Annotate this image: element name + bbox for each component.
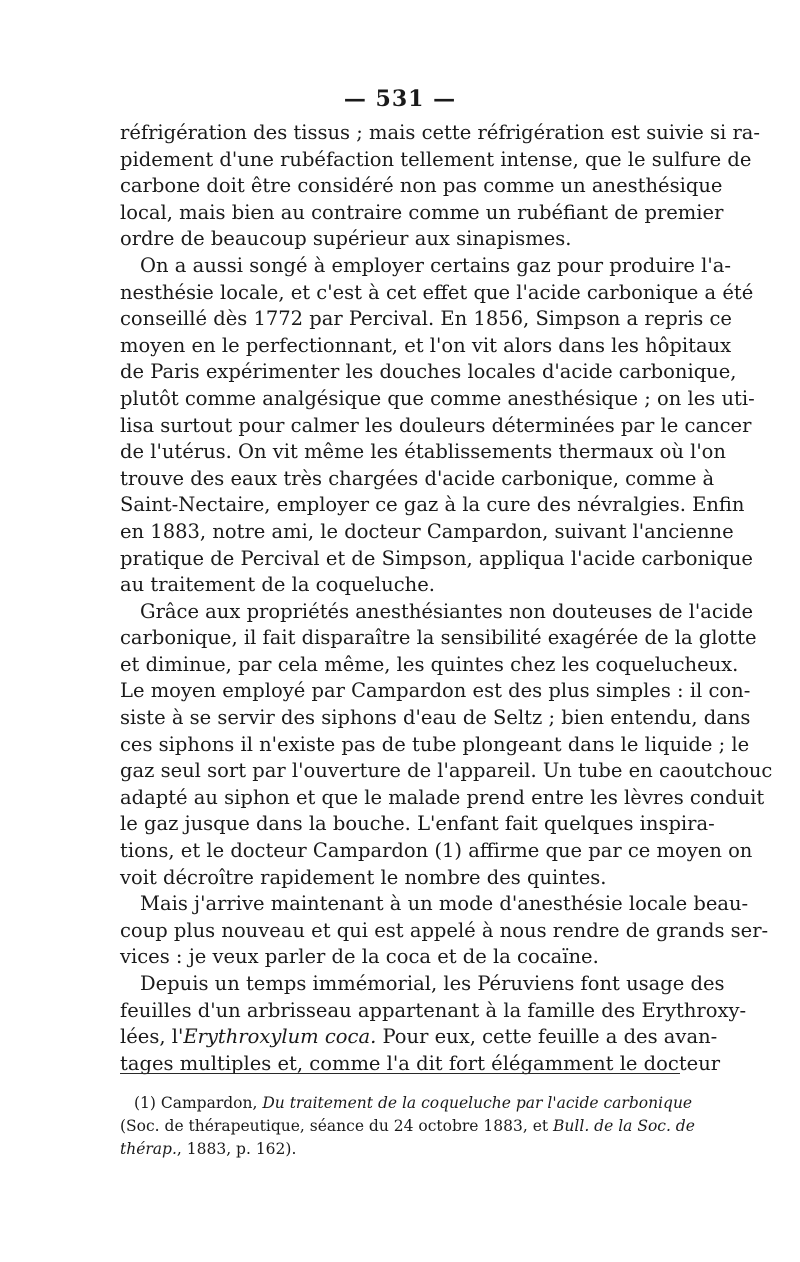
italic-run: Du traitement de la coqueluche par l'acide carbonique bbox=[262, 1094, 693, 1112]
text-line: pratique de Percival et de Simpson, appliqua l'acide carbonique bbox=[120, 546, 753, 570]
footnote-line bbox=[120, 1092, 693, 1115]
text-line: adapté au siphon et que le malade prend entre les lèvres conduit bbox=[120, 785, 765, 809]
text-line: pidement d'une rubéfaction tellement intense, que le sulfure de bbox=[120, 147, 752, 171]
text-line: de l'utérus. On vit même les établissements thermaux où l'on bbox=[120, 440, 726, 464]
text-line: voit décroître rapidement le nombre des quintes. bbox=[120, 865, 607, 889]
text-line: nesthésie locale, et c'est à cet effet que l'acide carbonique a été bbox=[120, 280, 754, 304]
text-line: plutôt comme analgésique que comme anesthésique ; on les uti- bbox=[120, 386, 755, 410]
text-line: trouve des eaux très chargées d'acide carbonique, comme à bbox=[120, 466, 715, 490]
text-run: , 1883, p. 162). bbox=[176, 1140, 297, 1158]
text-line: On a aussi songé à employer certains gaz pour produire l'a- bbox=[140, 253, 731, 277]
footnote bbox=[120, 1092, 695, 1161]
text-line: carbone doit être considéré non pas comme un anesthésique bbox=[120, 174, 723, 198]
text-line: ordre de beaucoup supérieur aux sinapismes. bbox=[120, 227, 572, 251]
text-line: lisa surtout pour calmer les douleurs déterminées par le cancer bbox=[120, 413, 752, 437]
text-line: coup plus nouveau et qui est appelé à nous rendre de grands ser- bbox=[120, 918, 769, 942]
text-run: (Soc. de thérapeutique, séance du 24 octobre 1883, et bbox=[120, 1117, 554, 1135]
text-line: au traitement de la coqueluche. bbox=[120, 573, 435, 597]
text-line: moyen en le perfectionnant, et l'on vit alors dans les hôpitaux bbox=[120, 333, 732, 357]
text-line: Saint-Nectaire, employer ce gaz à la cure des névralgies. Enfin bbox=[120, 493, 745, 517]
text-run: Pour eux, cette feuille a des avan- bbox=[376, 1025, 718, 1049]
text-line: Le moyen employé par Campardon est des plus simples : il con- bbox=[120, 679, 751, 703]
text-run: (1) Campardon, bbox=[134, 1094, 263, 1112]
italic-run: Erythroxylum coca. bbox=[183, 1025, 377, 1049]
text-line: feuilles d'un arbrisseau appartenant à la famille des Erythroxy- bbox=[120, 998, 747, 1022]
footnote-separator bbox=[120, 1073, 680, 1074]
text-line: carbonique, il fait disparaître la sensibilité exagérée de la glotte bbox=[120, 626, 757, 650]
text-line: et diminue, par cela même, les quintes chez les coquelucheux. bbox=[120, 652, 739, 676]
text-line: Grâce aux propriétés anesthésiantes non douteuses de l'acide bbox=[140, 599, 754, 623]
footnote-line bbox=[120, 1138, 680, 1161]
text-line: Depuis un temps immémorial, les Péruviens font usage des bbox=[140, 972, 725, 995]
body-text bbox=[120, 120, 773, 1077]
italic-run: thérap. bbox=[120, 1140, 177, 1158]
text-line: tions, et le docteur Campardon (1) affirme que par ce moyen on bbox=[120, 839, 753, 863]
text-line: réfrigération des tissus ; mais cette réfrigération est suivie si ra- bbox=[120, 121, 760, 144]
text-line: vices : je veux parler de la coca et de la cocaïne. bbox=[120, 945, 599, 969]
text-line: le gaz jusque dans la bouche. L'enfant fait quelques inspira- bbox=[120, 812, 715, 836]
text-line: conseillé dès 1772 par Percival. En 1856, Simpson a repris ce bbox=[120, 307, 732, 331]
text-run: lées, l' bbox=[120, 1025, 184, 1049]
text-line: siste à se servir des siphons d'eau de Seltz ; bien entendu, dans bbox=[120, 706, 751, 730]
text-line: local, mais bien au contraire comme un rubéfiant de premier bbox=[120, 200, 724, 224]
text-line-mixed bbox=[120, 1024, 718, 1051]
text-line: gaz seul sort par l'ouverture de l'appareil. Un tube en caoutchouc bbox=[120, 759, 773, 783]
text-line: en 1883, notre ami, le docteur Campardon, suivant l'ancienne bbox=[120, 519, 734, 543]
text-line: Mais j'arrive maintenant à un mode d'anesthésie locale beau- bbox=[140, 892, 749, 916]
footnote-line bbox=[120, 1115, 695, 1138]
italic-run: Bull. de la Soc. de bbox=[553, 1117, 695, 1135]
text-line: ces siphons il n'existe pas de tube plongeant dans le liquide ; le bbox=[120, 732, 750, 756]
text-line: tages multiples et, comme l'a dit fort élégamment le docteur bbox=[120, 1051, 721, 1075]
page-number: — 531 — bbox=[343, 86, 457, 112]
text-line: de Paris expérimenter les douches locales d'acide carbonique, bbox=[120, 360, 737, 384]
